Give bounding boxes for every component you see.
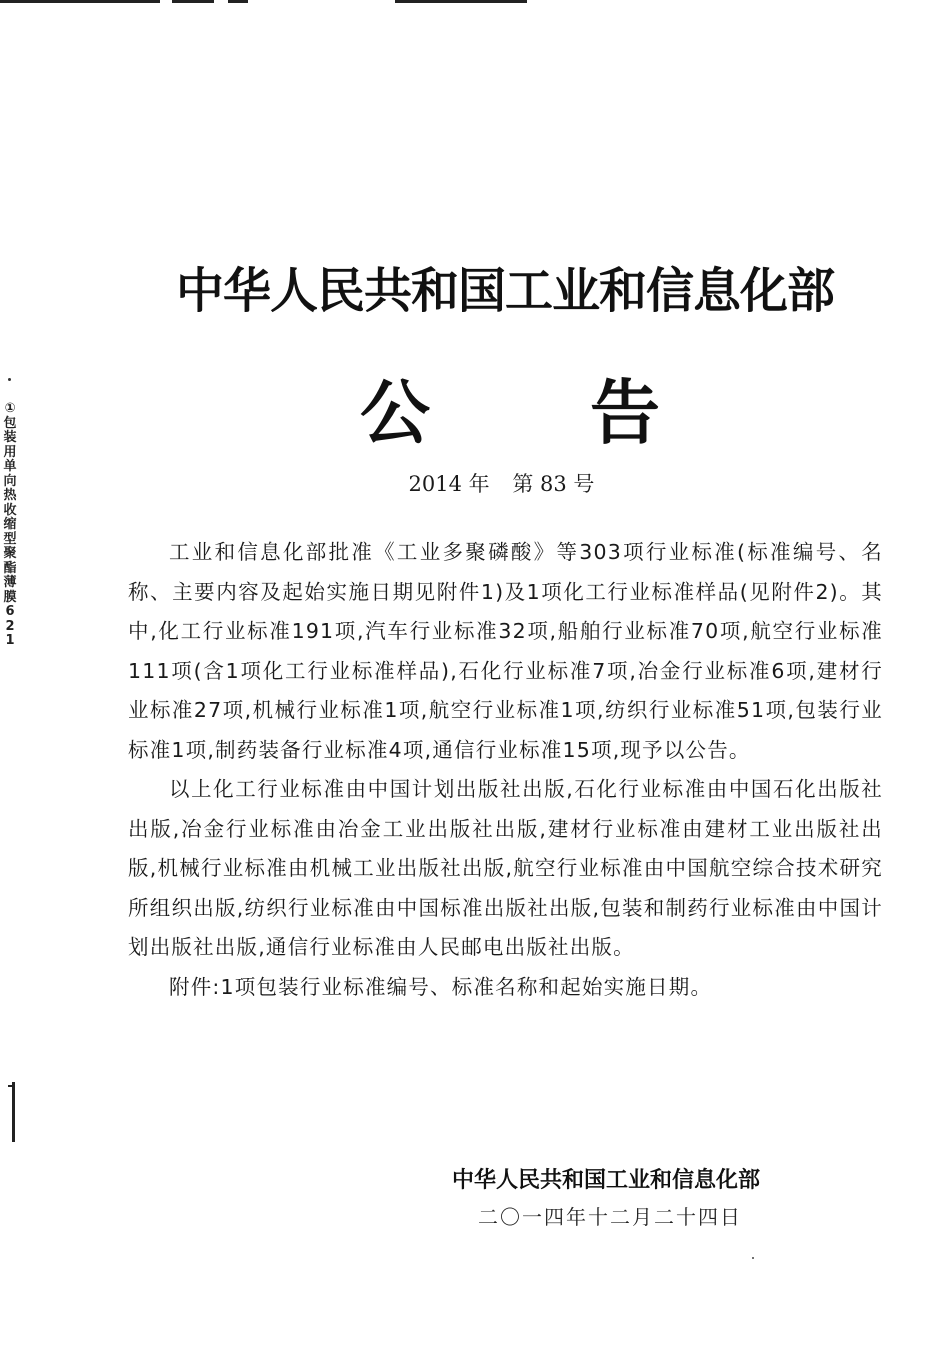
scan-artifact-line	[172, 0, 214, 3]
doc-type-char: 公	[360, 372, 430, 454]
signature-ministry: 中华人民共和国工业和信息化部	[452, 1168, 761, 1193]
signature-date: 二〇一四年十二月二十四日	[478, 1205, 742, 1229]
document-type-heading	[360, 357, 660, 458]
scan-artifact-line	[0, 0, 160, 3]
issue-number	[0, 468, 950, 498]
scan-artifact-line	[228, 0, 248, 3]
binding-mark	[12, 1082, 15, 1142]
ministry-title: 中华人民共和国工业和信息化部	[175, 263, 834, 319]
body-paragraph: 工业和信息化部批准《工业多聚磷酸》等303项行业标准(标准编号、名称、主要内容及起始实施日期见附件1)及1项化工行业标准样品(见附件2)。其中,化工行业标准191项,汽车行业标准32项,船舶行业标准70项,航空行业标准111项(含1项化工行业标准样品),石化行业标准7项,冶金行业标准6项,建材行业标准27项,机械行业标准1项,航空行业标准1项,纺织行业标准51项,包装行业标准1项,制药装备行业标准4项,通信行业标准15项,现予以公告。	[128, 540, 883, 762]
issue-year: 2014 年	[408, 472, 490, 496]
doc-type-char: 告	[590, 372, 660, 454]
binding-mark	[8, 1085, 13, 1087]
scan-artifact-line	[395, 0, 527, 3]
body-paragraph: 以上化工行业标准由中国计划出版社出版,石化行业标准由中国石化出版社出版,冶金行业标准由冶金工业出版社出版,建材行业标准由建材工业出版社出版,机械行业标准由机械工业出版社出版,航空行业标准由中国航空综合技术研究所组织出版,纺织行业标准由中国标准出版社出版,包装和制药行业标准由中国计划出版社出版,通信行业标准由人民邮电出版社出版。	[128, 777, 883, 959]
body-paragraph: 附件:1项包装行业标准编号、标准名称和起始实施日期。	[169, 974, 713, 999]
margin-dot	[8, 378, 11, 381]
announcement-body	[128, 533, 883, 1007]
margin-note: ①包装用单向热收缩型聚酯薄膜 621	[3, 401, 17, 648]
issue-no: 第 83 号	[512, 472, 595, 496]
scan-dust	[752, 1257, 754, 1259]
